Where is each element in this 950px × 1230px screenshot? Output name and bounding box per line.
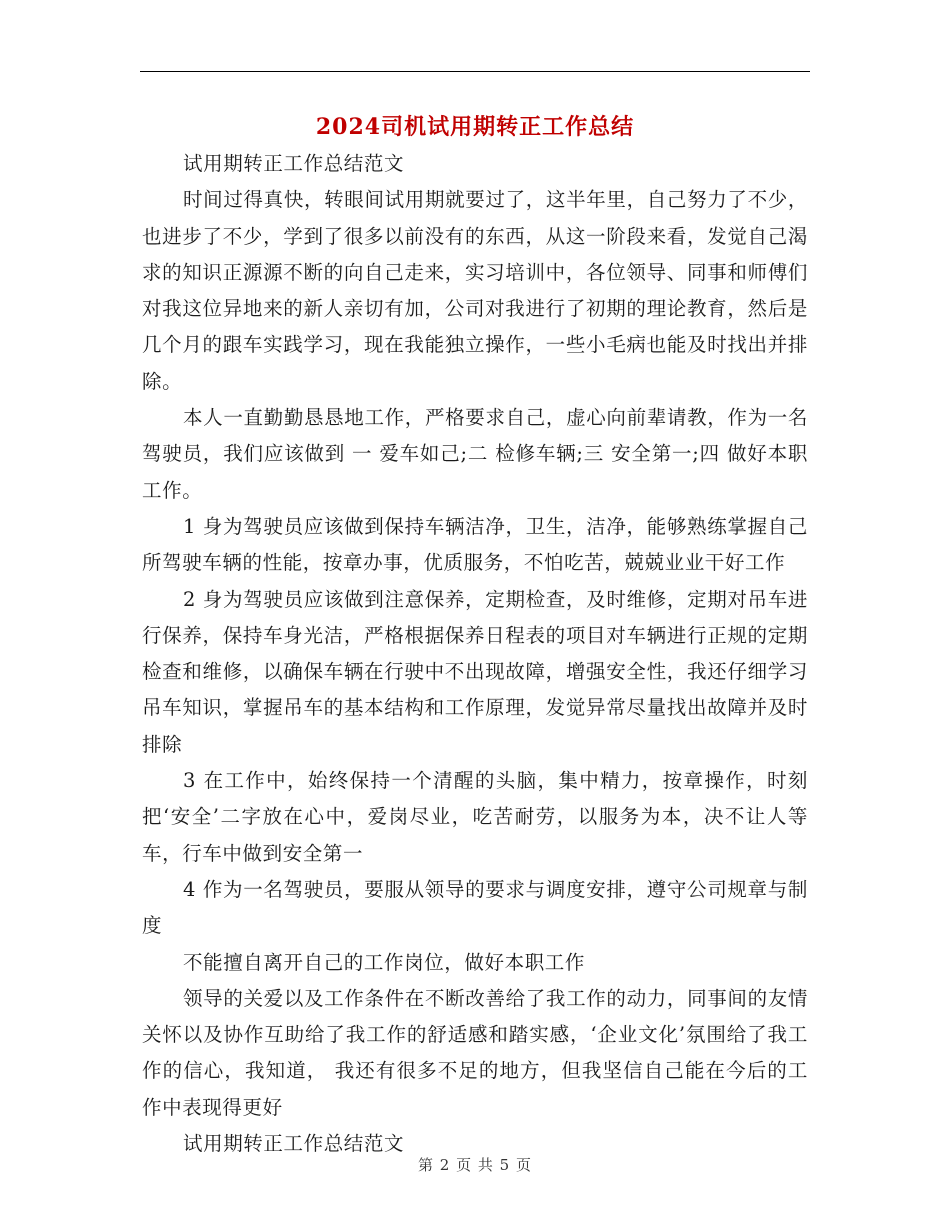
document-body <box>142 146 808 1162</box>
paragraph: 领导的关爱以及工作条件在不断改善给了我工作的动力，同事间的友情关怀以及协作互助给了我工作的舒适感和踏实感，‘企业文化’氛围给了我工作的信心，我知道， 我还有很多不足的地方，但我坚信自己能在今后的工作中表现得更好 <box>142 986 808 1119</box>
paragraph: 时间过得真快，转眼间试用期就要过了，这半年里，自己努力了不少，也进步了不少，学到了很多以前没有的东西，从这一阶段来看，发觉自己渴求的知识正源源不断的向自己走来，实习培训中，各位领导、同事和师傅们对我这位异地来的新人亲切有加，公司对我进行了初期的理论教育，然后是几个月的跟车实践学习，现在我能独立操作，一些小毛病也能及时找出并排除。 <box>142 188 808 393</box>
paragraph: 3 在工作中，始终保持一个清醒的头脑，集中精力，按章操作，时刻把‘安全’二字放在心中，爱岗尽业，吃苦耐劳，以服务为本，决不让人等车，行车中做到安全第一 <box>142 769 808 865</box>
header-rule <box>140 71 810 72</box>
paragraph: 本人一直勤勤恳恳地工作，严格要求自己，虚心向前辈请教，作为一名驾驶员，我们应该做到 一 爱车如己;二 检修车辆;三 安全第一;四 做好本职工作。 <box>142 406 808 502</box>
paragraph: 试用期转正工作总结范文 <box>183 1132 405 1156</box>
paragraph: 试用期转正工作总结范文 <box>183 152 405 175</box>
paragraph: 1 身为驾驶员应该做到保持车辆洁净，卫生，洁净，能够熟练掌握自己所驾驶车辆的性能，按章办事，优质服务，不怕吃苦，兢兢业业干好工作 <box>142 514 808 575</box>
paragraph: 2 身为驾驶员应该做到注意保养，定期检查，及时维修，定期对吊车进行保养，保持车身光洁，严格根据保养日程表的项目对车辆进行正规的定期检查和维修，以确保车辆在行驶中不出现故障，增强安全性，我还仔细学习吊车知识，掌握吊车的基本结构和工作原理，发觉异常尽量找出故障并及时排除 <box>142 587 808 756</box>
paragraph: 4 作为一名驾驶员，要服从领导的要求与调度安排，遵守公司规章与制度 <box>142 877 808 938</box>
document-title: 2024司机试用期转正工作总结 <box>315 114 635 140</box>
page-number: 第 2 页 共 5 页 <box>418 1156 532 1174</box>
paragraph: 不能擅自离开自己的工作岗位，做好本职工作 <box>183 950 586 974</box>
